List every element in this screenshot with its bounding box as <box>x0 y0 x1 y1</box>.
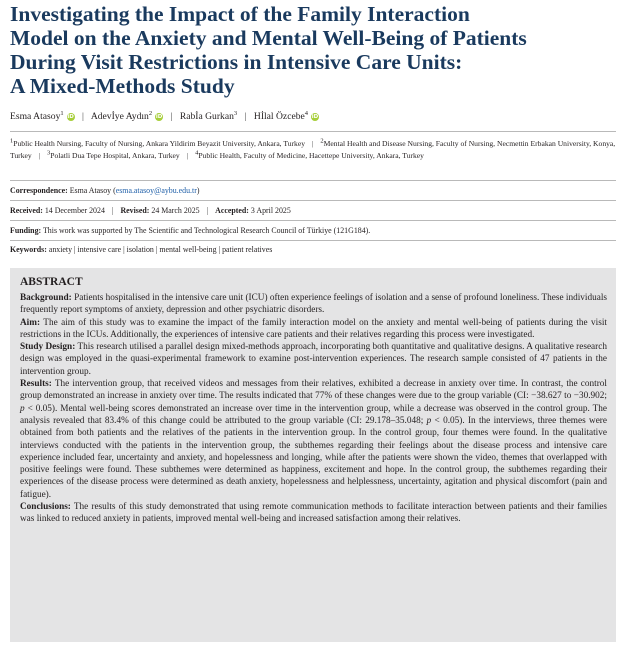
correspondence-label: Correspondence: <box>10 186 68 195</box>
article-title <box>10 2 616 98</box>
aim-label: Aim: <box>20 317 41 328</box>
title-line: During Visit Restrictions in Intensive Care Units: <box>10 50 463 74</box>
abstract-conclusions <box>20 501 607 526</box>
author-affil-sup: 1 <box>60 109 64 117</box>
article-dates <box>10 206 291 215</box>
results-text-1: The intervention group, that received videos and messages from their relatives, exhibited a decrease in anxiety over time. In contrast, the control group demonstrated an increase in anxiety over time. The results indicated that 77% of these changes were due to the group variable (CI: −38.627 to −30.902; <box>20 379 607 402</box>
abstract-aim <box>20 317 607 342</box>
orcid-icon[interactable]: iD <box>311 114 319 120</box>
results-text-3: < 0.05). In the interviews, three themes were obtained from both patients and the relatives of the patients in the intervention group. In the control group, four themes were found. In the qualitative interviews conducted with the patients in the intervention group, the subthemes regarding their feelings about the disease process and intensive care experience included fear, uncertainty and anxiety, and hopelessness and longing, while after the patients were shown the video, themes that overlapped with positive feelings were found. These subthemes were determined as happiness, excitement and hope. In the control group, the subthemes regarding their experiences of the disease process were determined as death anxiety, hopelessness and helplessness, uncertainty, agitation and physical discomfort (pain and fatigue). <box>20 415 607 500</box>
background-label: Background: <box>20 293 72 303</box>
author-name: Esma Atasoy <box>10 111 61 122</box>
results-label: Results: <box>20 379 52 390</box>
p-value-symbol: p <box>20 403 25 414</box>
design-label: Study Design: <box>20 342 76 353</box>
correspondence: Correspondence: Esma Atasoy (esma.atasoy@aybu.edu.tr) <box>10 186 200 195</box>
abstract-heading: ABSTRACT <box>20 276 83 288</box>
affil-sup: 3 <box>47 149 51 157</box>
funding-label: Funding: <box>10 226 42 235</box>
author-4[interactable] <box>254 111 319 122</box>
author-2[interactable] <box>91 111 163 122</box>
orcid-icon[interactable]: iD <box>67 114 74 120</box>
abstract-background <box>20 292 607 317</box>
affil-separator: | <box>311 139 314 148</box>
title-line: Model on the Anxiety and Mental Well-Being of Patients <box>10 26 527 50</box>
author-list <box>10 111 319 122</box>
funding <box>10 226 370 235</box>
date-separator: | <box>206 206 209 215</box>
abstract-body <box>20 292 607 526</box>
affil-sup: 2 <box>320 137 324 145</box>
accepted-label: Accepted: <box>215 206 249 215</box>
divider <box>10 180 616 181</box>
aim-text: The aim of this study was to examine the impact of the family interaction model on the anxiety and mental well-being of patients during the visit restrictions in the ICUs. Additionally, the experiences of intensive care patients and their relatives regarding this process were investigated. <box>20 317 607 340</box>
revised-label: Revised: <box>120 206 150 215</box>
results-text-2: < 0.05). Mental well-being scores demonstrated an increase over time in the intervention group, while a decrease was observed in the control group. The analysis revealed that 83.4% of this change could be attributed to the group variable (CI: 29.178–35.048; <box>20 403 607 426</box>
author-separator: | <box>82 111 84 122</box>
author-separator: | <box>170 111 173 122</box>
accepted-date: 3 April 2025 <box>250 206 291 215</box>
divider <box>10 220 616 221</box>
divider <box>10 240 616 241</box>
date-separator: | <box>111 206 114 215</box>
conclusions-label: Conclusions: <box>20 502 71 513</box>
conclusions-text: The results of this study demonstrated that using remote communication methods to facilitate interaction between patients and their families was linked to reduced anxiety in patients, improved mental well-being and increased satisfaction among their relatives. <box>20 502 607 525</box>
correspondence-name: Esma Atasoy <box>69 186 112 195</box>
author-3[interactable] <box>180 111 237 122</box>
affil-separator: | <box>38 151 41 161</box>
affiliation-4: Public Health, Faculty of Medicine, Hacettepe University, Ankara, Turkey <box>198 151 424 161</box>
affiliation-3: Polatli Dua Tepe Hospital, Ankara, Turkey <box>50 151 180 161</box>
keywords-text: anxiety | intensive care | isolation | mental well-being | patient relatives <box>48 245 273 254</box>
author-affil-sup: 4 <box>304 109 309 117</box>
title-line: A Mixed-Methods Study <box>10 74 235 98</box>
title-line: Investigating the Impact of the Family Interaction <box>10 2 470 26</box>
funding-text: This work was supported by The Scientific and Technological Research Council of Türkiye (121G184). <box>42 226 371 235</box>
design-text: This research utilised a parallel design mixed-methods approach, incorporating both quantitative and qualitative designs. A qualitative research design was employed in the quasi-experimental framework to examine post-intervention experiences. The research sample consisted of 47 patients in the intervention group. <box>20 342 607 377</box>
divider <box>10 131 616 132</box>
author-1[interactable] <box>10 111 75 122</box>
author-affil-sup: 2 <box>148 109 153 117</box>
author-separator: | <box>244 111 247 122</box>
p-value-symbol: p <box>426 415 432 426</box>
abstract-design <box>20 341 607 378</box>
keywords <box>10 245 272 254</box>
affiliation-2: Mental Health and Disease Nursing, Faculty of Nursing, Necmettin Erbakan University, Konya, Turkey <box>10 139 616 161</box>
background-text: Patients hospitalised in the intensive care unit (ICU) often experience feelings of isolation and a sense of profound loneliness. These individuals frequently report symptoms of anxiety, depression and other psychiatric disorders. <box>20 293 608 316</box>
affiliations <box>10 138 616 163</box>
keywords-label: Keywords: <box>10 245 47 254</box>
author-name: Rabİa Gurkan <box>179 111 234 122</box>
affil-sup: 4 <box>195 149 199 157</box>
affil-separator: | <box>186 151 189 161</box>
author-name: Adevİye Aydın <box>90 111 149 122</box>
orcid-icon[interactable]: iD <box>155 114 163 120</box>
affil-sup: 1 <box>10 137 14 145</box>
abstract-results <box>20 378 607 501</box>
received-label: Received: <box>10 206 43 215</box>
revised-date: 24 March 2025 <box>151 206 200 215</box>
correspondence-email-link[interactable]: esma.atasoy@aybu.edu.tr <box>115 186 197 195</box>
author-affil-sup: 3 <box>233 109 238 117</box>
affiliation-1: Public Health Nursing, Faculty of Nursing, Ankara Yildirim Beyazit University, Ankara, Turkey <box>13 139 306 148</box>
received-date: 14 December 2024 <box>44 206 105 215</box>
author-name: Hİlal Özcebe <box>253 111 305 122</box>
divider <box>10 200 616 201</box>
